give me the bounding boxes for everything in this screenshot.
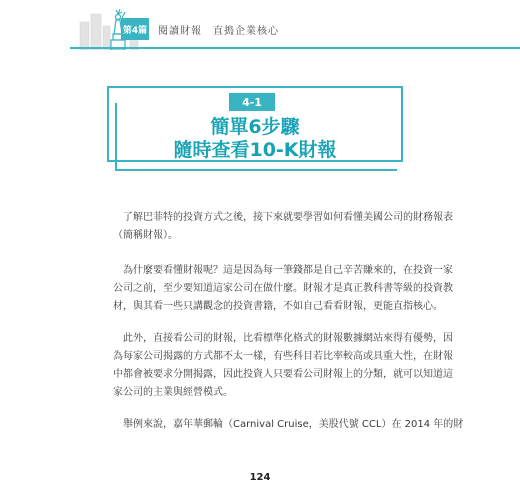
chapter-badge: 第4篇 [121, 18, 149, 40]
paragraph-line: 公司之前，至少要知道這家公司在做什麼。財報才是真正教科書等級的投資教 [113, 283, 453, 294]
paragraph-4 [113, 416, 464, 434]
paragraph-line: 了解巴菲特的投資方式之後，接下來就要學習如何看懂美國公司的財務報表 [123, 212, 453, 223]
paragraph-line: 為每家公司揭露的方式都不太一樣，有些科目若比率較高或具重大性，在財報 [113, 351, 453, 362]
page-number: 124 [249, 472, 271, 483]
header-divider [70, 47, 520, 49]
section-number-badge: 4-1 [229, 93, 275, 111]
paragraph-line: 為什麼要看懂財報呢？這是因為每一筆錢都是自己辛苦賺來的，在投資一家 [123, 265, 453, 276]
paragraph-line: 材，與其看一些只講觀念的投資書籍，不如自己看看財報，更能直指核心。 [113, 301, 443, 312]
paragraph-3 [113, 330, 453, 402]
paragraph-line: 家公司的主業與經營模式。 [113, 387, 233, 398]
chapter-title: 閱讀財報 直搗企業核心 [158, 26, 279, 37]
paragraph-line: 舉例來說，嘉年華郵輪（Carnival Cruise，美股代號 CCL）在 2014 年的財 [123, 419, 464, 430]
paragraph-line: 中都會被要求分開揭露，因此投資人只要看公司財報上的分類，就可以知道這 [113, 369, 453, 380]
section-title-line-1: 簡單6步驟 [210, 116, 300, 138]
section-title-line-2: 隨時查看10-K財報 [173, 139, 337, 161]
paragraph-1 [113, 209, 453, 245]
paragraph-2 [113, 262, 453, 316]
paragraph-line: （簡稱財報）。 [113, 230, 178, 241]
paragraph-line: 此外，直接看公司的財報，比看標準化格式的財報數據網站來得有優勢，因 [123, 333, 453, 344]
